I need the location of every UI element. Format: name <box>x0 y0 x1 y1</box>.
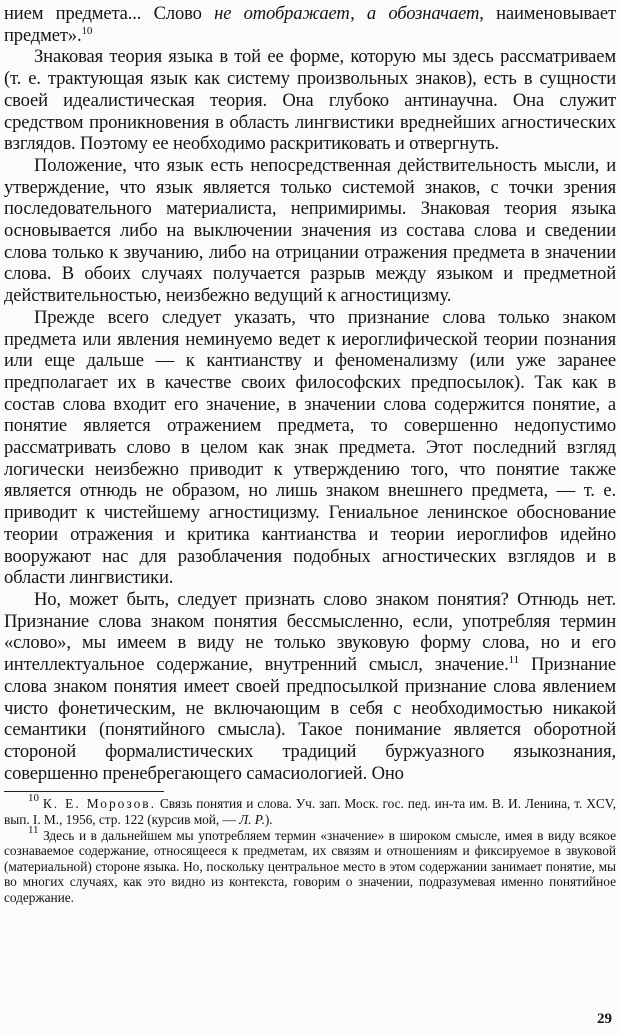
footnote-11 <box>4 823 616 906</box>
footnote-10 <box>4 792 616 827</box>
footnote-ref: 10 <box>81 24 93 37</box>
footnote-number: 11 <box>28 823 39 836</box>
paragraph-hieroglyphic-theory: Прежде всего следует указать, что признание слова только знаком предмета или явления неминуемо ведет к иероглифической теории познания или еще дальше — к кантианству и феноменализму (или уже заранее предполагает их в качестве своих философских предпосылок). Так как в состав слова входит его значение, в значении слова содержится понятие, а понятие является отражением предмета, то совершенно недопустимо рассматривать слово в целом как знак предмета. Этот последний взгляд логически неизбежно приводит к утверждению того, что понятие также является отнюдь не образом, но лишь знаком внешнего предмета, — т. е. приводит к чистейшему агностицизму. Гениальное ленинское обоснование теории отражения и критика кантианства и теории иероглифов идейно вооружают нас для разоблачения подобных агностических взглядов и в области лингвистики. <box>4 306 616 589</box>
paragraph-sign-theory: Знаковая теория языка в той ее форме, которую мы здесь рассматриваем (т. е. трактующая язык как систему произвольных знаков), есть в сущности своей идеалистическая теория. Она глубоко антинаучна. Она служит средством проникновения в область лингвистики вреднейших агностических взглядов. Поэтому ее необходимо раскритиковать и отвергнуть. <box>4 46 616 155</box>
text-run: , наименовывает предмет». <box>4 3 616 46</box>
text-run: нием предмета... Слово <box>4 3 215 24</box>
footnote-initials: Л. Р. <box>239 811 265 827</box>
footnote-text: Связь понятия и слова. Уч. зап. Моск. гос. пед. ин-та им. В. И. Ленина, т. XCV, вып. I. М., 1956, стр. 122 (курсив мой, — <box>4 796 616 827</box>
footnote-text: ). <box>264 811 273 827</box>
italic-text: не отображает, а обозначает <box>214 3 480 24</box>
paragraph-language-thought: Положение, что язык есть непосредственная действительность мысли, и утверждение, что язык является только системой знаков, с точки зрения последовательного материалиста, непримиримы. Знаковая теория языка основывается либо на выключении значения из состава слова и сведении слова только к звучанию, либо на отрицании отражения предмета в значении слова. В обоих случаях получается разрыв между языком и предметной действительностью, неизбежно ведущий к агностицизму. <box>4 154 616 307</box>
footnote-ref: 11 <box>508 654 519 667</box>
paragraph-continued <box>4 3 616 46</box>
text-run: Признание слова знаком понятия имеет своей предпосылкой признание слова явлением чисто фонетическим, не включающим в себя с необходимостью никакой семантики (понятийного смысла). Такое понимание является оборотной стороной формалистических традиций буржуазного языкознания, совершенно пренебрегающего самасиологией. Оно <box>4 654 617 784</box>
paragraph-sign-of-concept <box>4 589 616 784</box>
footnote-number: 10 <box>28 792 39 805</box>
text-run: Но, может быть, следует признать слово знаком понятия? Отнюдь нет. Признание слова знаком понятия бессмысленно, если, употребляя термин «слово», мы имеем в виду не только звуковую форму слова, но и его интеллектуальное содержание, внутренний смысл, значение. <box>4 588 616 676</box>
footnote-text: Здесь и в дальнейшем мы употребляем термин «значение» в широком смысле, имея в виду всякое сознаваемое содержание, относящееся к предметам, их связям и отношениям и фиксируемое в звуковой (материальной) стороне языка. Но, поскольку центральное место в этом содержании занимает понятие, мы во многих случаях, как это видно из контекста, говорим о значении, подразумевая именно понятийное содержание. <box>4 827 616 905</box>
footnote-author: К. Е. Морозов. <box>42 796 156 812</box>
page-number: 29 <box>597 1011 612 1027</box>
